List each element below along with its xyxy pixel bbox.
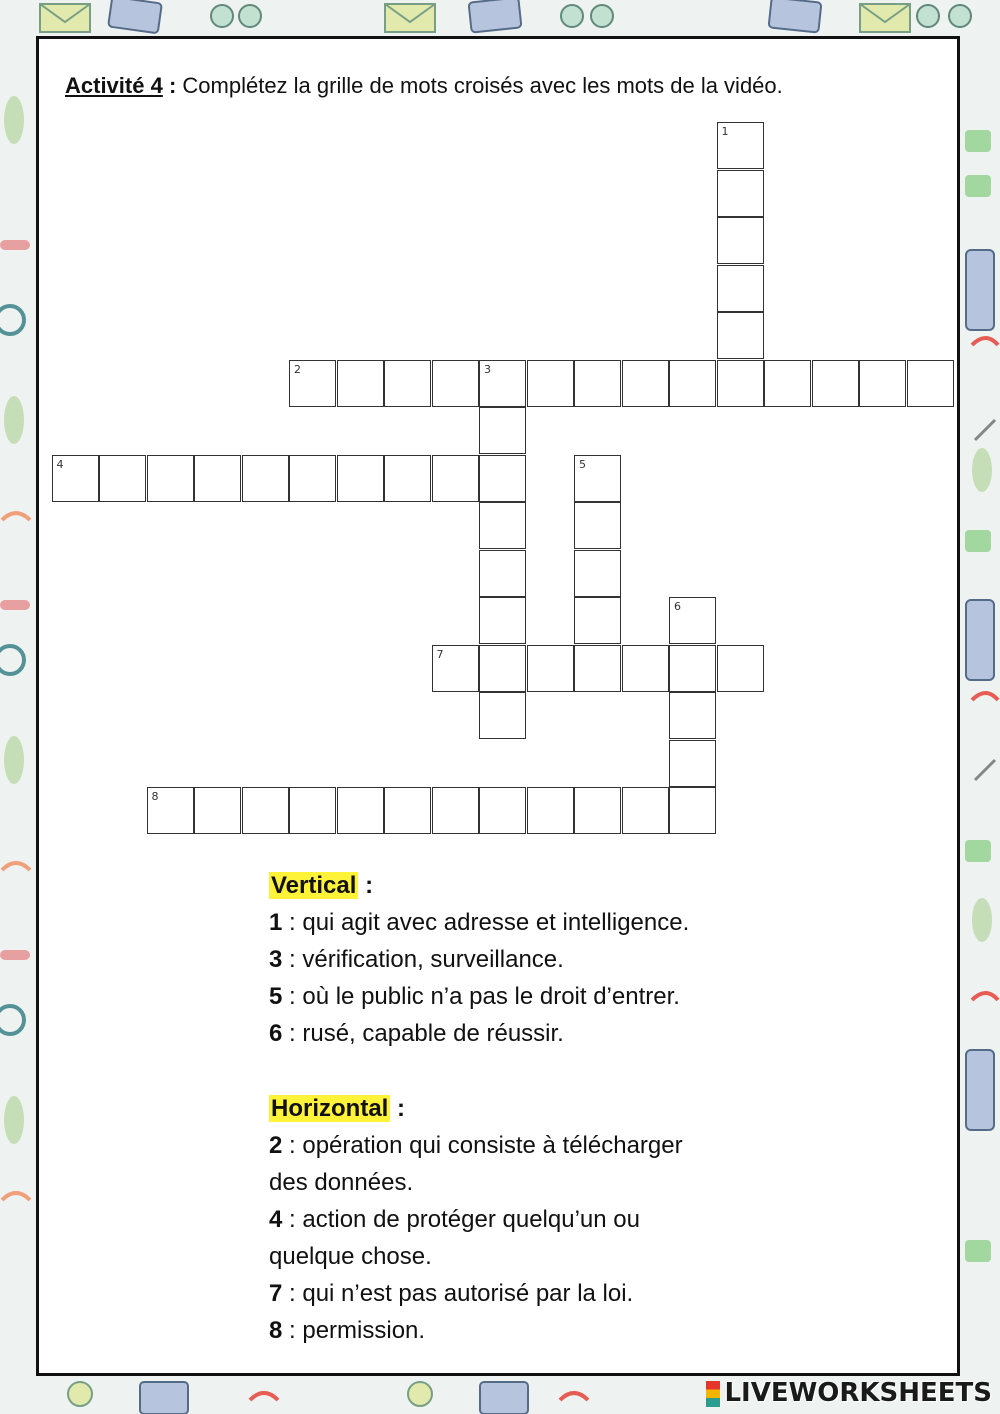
phone-icon [480,1382,528,1414]
horizontal-heading: Horizontal : [271,1095,405,1122]
clue-number: 3 [484,362,491,376]
horizontal-clue-7: 7 : qui n’est pas autorisé par la loi. [269,1280,634,1307]
crossword-cell[interactable] [574,502,621,549]
crossword-cell[interactable] [337,360,384,407]
crossword-cell[interactable] [479,502,526,549]
leaf-icon [4,96,24,144]
crossword-cell[interactable] [479,550,526,597]
crossword-cell[interactable] [99,455,146,502]
crossword-cell[interactable] [669,360,716,407]
wifi-icon [972,993,998,1000]
horizontal-clue-2-cont: des données. [269,1169,414,1196]
crossword-cell[interactable] [622,360,669,407]
crossword-cell[interactable] [669,787,716,834]
crossword-cell[interactable] [194,787,241,834]
euro-coin-icon [68,1382,92,1406]
phone-icon [966,600,994,680]
vertical-clue-5: 5 : où le public n’a pas le droit d’entrer. [269,983,680,1010]
crossword-cell[interactable] [479,645,526,692]
crossword-cell[interactable] [717,217,764,264]
vertical-heading: Vertical : [271,872,374,899]
clue-number: 1 [721,125,729,138]
pencil-icon [975,760,995,780]
crossword-cell[interactable] [147,787,194,834]
smiley-icon [239,5,261,27]
crossword-cell[interactable] [527,787,574,834]
worksheet [36,36,960,1376]
phone-icon [140,1382,188,1414]
crossword-cell[interactable] [479,455,526,502]
crossword-cell[interactable] [432,645,479,692]
phone-icon [966,250,994,330]
crossword-cell[interactable] [479,692,526,739]
leaf-icon [4,736,24,784]
crossword-cell[interactable] [574,550,621,597]
crossword-cell[interactable] [622,645,669,692]
crossword-cell[interactable] [622,787,669,834]
smiley-icon [917,5,939,27]
euro-coin-icon [408,1382,432,1406]
clue-number: 8 [151,790,159,803]
crossword-cell[interactable] [479,407,526,454]
crossword-cell[interactable] [479,787,526,834]
crossword-cell[interactable] [764,360,811,407]
crossword-cell[interactable] [194,455,241,502]
leaf-icon [4,1096,24,1144]
pencil-icon [975,420,995,440]
activity-colon: : [162,73,177,98]
crossword-cell[interactable] [527,645,574,692]
crossword-cell[interactable] [52,455,99,502]
glasses-icon [0,600,30,610]
liveworksheets-logo: LIVEWORKSHEETS [706,1378,992,1408]
crossword-cell[interactable] [717,122,764,169]
crossword-cell[interactable] [574,645,621,692]
phone-icon [966,1050,994,1130]
crossword-cell[interactable] [432,455,479,502]
crossword-cell[interactable] [669,645,716,692]
crossword-cell[interactable] [289,787,336,834]
crossword-cell[interactable] [859,360,906,407]
crossword-cell[interactable] [574,455,621,502]
crossword-cell[interactable] [717,312,764,359]
activity-label: Activité 4 [65,73,163,98]
phone-icon [769,0,822,33]
phone-icon [108,0,162,33]
crossword-cell[interactable] [242,455,289,502]
crossword-cell[interactable] [527,360,574,407]
crossword-cell[interactable] [337,455,384,502]
clue-number: 4 [56,457,64,471]
crossword-cell[interactable] [812,360,859,407]
logo-mark-icon [706,1381,720,1407]
headphones-icon [0,1006,24,1034]
smiley-icon [561,5,583,27]
clues-panel [269,867,689,1349]
crossword-cell[interactable] [574,787,621,834]
crossword-cell[interactable] [147,455,194,502]
crossword-cell[interactable] [717,360,764,407]
crossword-cell[interactable] [717,645,764,692]
vertical-clue-1: 1 : qui agit avec adresse et intelligence. [269,909,690,936]
headphones-icon [0,306,24,334]
crossword-cell[interactable] [337,787,384,834]
smiley-icon [949,5,971,27]
headphones-icon [0,646,24,674]
leaf-icon [972,898,992,942]
horizontal-clue-4: 4 : action de protéger quelqu’un ou [269,1206,640,1233]
crossword-cell[interactable] [479,360,526,407]
vertical-clue-3: 3 : vérification, surveillance. [269,946,564,973]
phone-icon [469,0,522,33]
chat-bubble-icon [965,130,991,152]
crossword-cell[interactable] [669,740,716,787]
crossword-cell[interactable] [384,455,431,502]
chat-bubble-icon [965,840,991,862]
vertical-clue-6: 6 : rusé, capable de réussir. [269,1020,564,1047]
crossword-cell[interactable] [384,360,431,407]
wifi-icon [972,693,998,700]
glasses-icon [0,950,30,960]
crossword-cell[interactable] [242,787,289,834]
clue-number: 5 [579,457,586,471]
smiley-icon [211,5,233,27]
clue-number: 7 [436,647,444,661]
clue-number: 6 [674,600,681,613]
crossword-cell[interactable] [289,455,336,502]
crossword-cell[interactable] [432,787,479,834]
crossword-cell[interactable] [907,360,954,407]
horizontal-clue-8: 8 : permission. [269,1317,426,1344]
crossword-cell[interactable] [574,360,621,407]
crossword-cell[interactable] [717,170,764,217]
smiley-icon [591,5,613,27]
wifi-icon [250,1393,278,1400]
clue-number: 2 [294,362,301,376]
activity-title [65,73,783,99]
crossword-cell[interactable] [432,360,479,407]
crossword-cell[interactable] [669,597,716,644]
leaf-icon [4,396,24,444]
wifi-icon [2,1193,30,1200]
crossword-cell[interactable] [669,692,716,739]
wifi-icon [2,863,30,870]
crossword-cell[interactable] [717,265,764,312]
horizontal-clue-2: 2 : opération qui consiste à télécharger [269,1132,683,1159]
crossword-cell[interactable] [384,787,431,834]
glasses-icon [0,240,30,250]
leaf-icon [972,448,992,492]
crossword-cell[interactable] [289,360,336,407]
crossword-cell[interactable] [574,597,621,644]
wifi-icon [560,1393,588,1400]
wifi-icon [972,338,998,345]
wifi-icon [2,513,30,520]
chat-bubble-icon [965,1240,991,1262]
horizontal-clue-4-cont: quelque chose. [269,1243,432,1270]
chat-bubble-icon [965,175,991,197]
chat-bubble-icon [965,530,991,552]
crossword-cell[interactable] [479,597,526,644]
activity-instruction: Complétez la grille de mots croisés avec les mots de la vidéo. [176,73,783,98]
